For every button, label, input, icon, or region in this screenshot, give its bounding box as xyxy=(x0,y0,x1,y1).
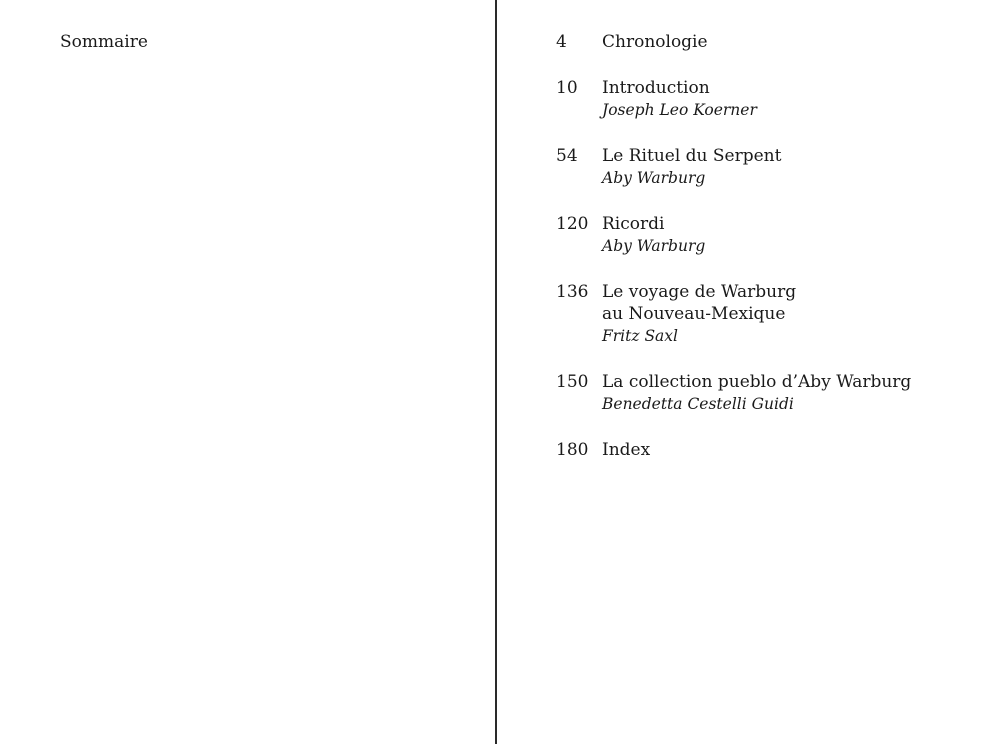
toc-title: Index xyxy=(602,440,651,460)
toc-page-number: 136 xyxy=(556,282,589,302)
toc-page-number: 180 xyxy=(556,440,589,460)
toc-author: Aby Warburg xyxy=(602,169,706,187)
toc-title: La collection pueblo d’Aby Warburg xyxy=(602,372,912,392)
page-gutter xyxy=(495,0,497,744)
toc-author: Joseph Leo Koerner xyxy=(602,101,757,119)
toc-page-number: 120 xyxy=(556,214,589,234)
page-heading: Sommaire xyxy=(60,32,148,52)
toc-entry[interactable] xyxy=(556,145,976,189)
toc-entry[interactable] xyxy=(556,213,976,257)
toc-page-number: 10 xyxy=(556,78,578,98)
toc-title: Le Rituel du Serpent xyxy=(602,146,782,166)
toc-title: Le voyage de Warburg au Nouveau-Mexique xyxy=(602,282,797,324)
toc-author: Aby Warburg xyxy=(602,237,706,255)
toc-author: Benedetta Cestelli Guidi xyxy=(602,395,794,413)
toc-entry[interactable] xyxy=(556,31,976,53)
toc-title: Chronologie xyxy=(602,32,708,52)
toc-page-number: 54 xyxy=(556,146,578,166)
toc-entry[interactable] xyxy=(556,77,976,121)
toc-entry[interactable] xyxy=(556,281,976,347)
toc-page-number: 4 xyxy=(556,32,567,52)
toc-entry[interactable] xyxy=(556,439,976,461)
toc-entry[interactable] xyxy=(556,371,976,415)
toc-page-number: 150 xyxy=(556,372,589,392)
toc-title: Introduction xyxy=(602,78,710,98)
toc-title: Ricordi xyxy=(602,214,665,234)
toc-author: Fritz Saxl xyxy=(602,327,679,345)
table-of-contents xyxy=(556,31,976,485)
